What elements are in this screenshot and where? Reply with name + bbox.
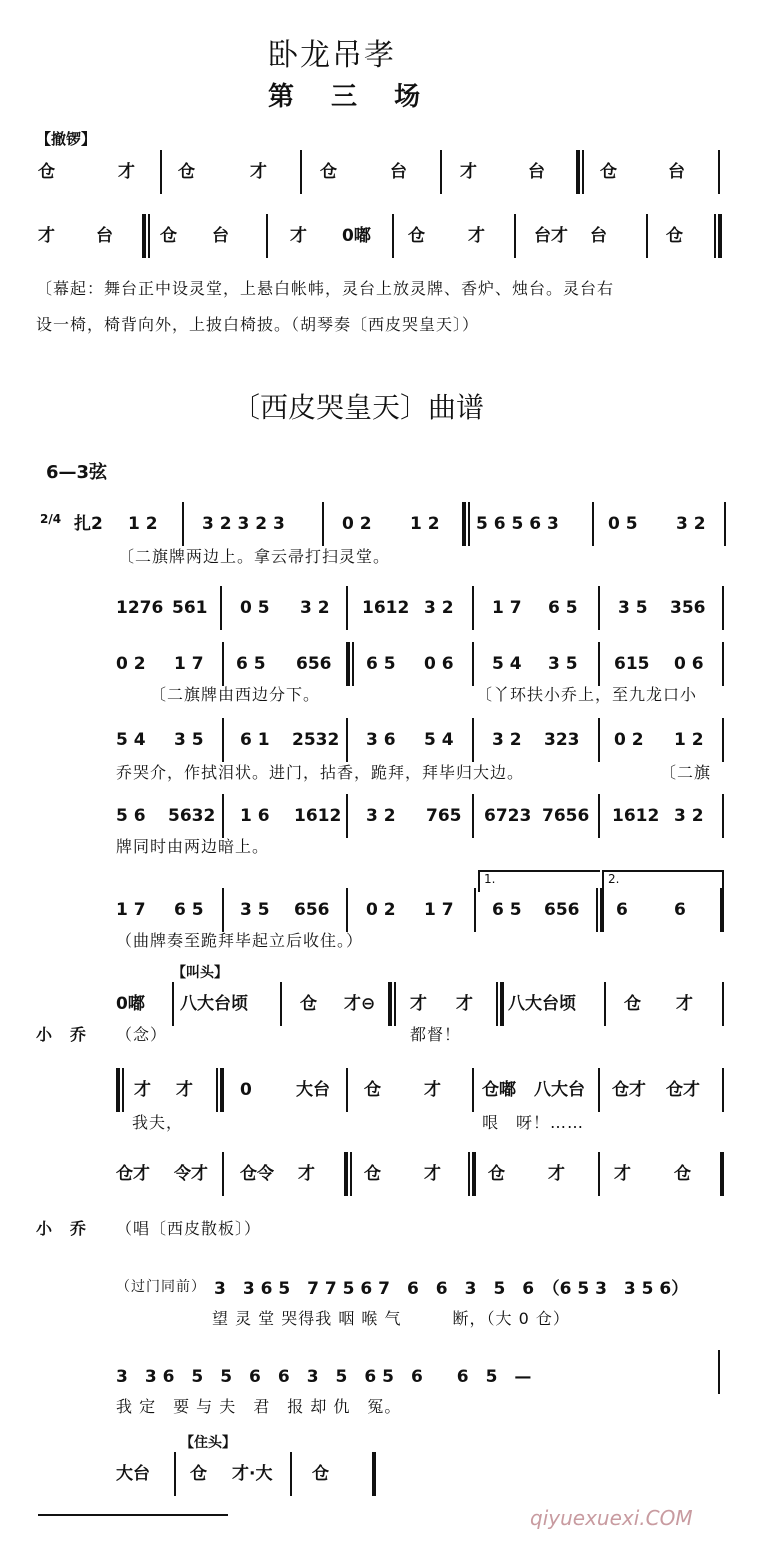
note: 0 6	[674, 654, 704, 674]
lyric-line: （念）	[116, 1025, 168, 1044]
role-name: 小 乔	[36, 1219, 88, 1238]
note: 仓	[488, 1164, 505, 1184]
note: 1 7	[424, 900, 454, 920]
page-title: 卧龙吊孝	[268, 38, 396, 73]
score-row-2	[0, 214, 760, 258]
barline	[722, 586, 724, 630]
note: 1 7	[116, 900, 146, 920]
note: 才	[176, 1080, 193, 1100]
note: 台	[96, 226, 113, 246]
barline	[222, 888, 224, 932]
note: 1276	[116, 598, 164, 618]
label-chegluo: 【撤锣】	[36, 130, 97, 148]
note: 才	[676, 994, 693, 1014]
watermark: qiyuexuexi.COM	[530, 1506, 693, 1530]
note: 765	[426, 806, 462, 826]
note: 才	[290, 226, 307, 246]
note: 才	[548, 1164, 565, 1184]
barline	[182, 502, 184, 546]
lyric-line: 〔二旗牌两边上。拿云帚打扫灵堂。	[118, 547, 391, 566]
barline	[472, 642, 474, 686]
note: 大台	[296, 1080, 330, 1100]
note: 5 4	[116, 730, 146, 750]
percussion-row-3	[0, 1152, 760, 1196]
barline	[598, 718, 600, 762]
lyric-line: 哏 呀！……	[482, 1113, 585, 1132]
note: 3 5	[548, 654, 578, 674]
scene-heading: 第 三 场	[268, 82, 435, 112]
barline	[472, 586, 474, 630]
lyric-line: 乔哭介，作拭泪状。进门，拈香，跪拜，拜毕归大边。	[116, 763, 525, 782]
final-barline	[372, 1452, 376, 1496]
barline	[598, 586, 600, 630]
percussion-row-1	[0, 982, 760, 1026]
lyric-line: 〔二旗	[660, 763, 712, 782]
note: 6 5	[174, 900, 204, 920]
repeat-sign	[466, 1152, 476, 1196]
barline	[346, 718, 348, 762]
music-row-3	[0, 642, 760, 686]
barline	[346, 586, 348, 630]
music-row-1	[0, 502, 760, 546]
lyric-line: 〔二旗牌由西边分下。	[150, 685, 321, 704]
note: 1612	[612, 806, 660, 826]
note: 1 6	[240, 806, 270, 826]
prelude-note: （过门同前）	[116, 1279, 206, 1295]
barline	[290, 1452, 292, 1496]
note: 1612	[362, 598, 410, 618]
note: 才·大	[232, 1464, 273, 1484]
note: 仓	[300, 994, 317, 1014]
note: 1 7	[174, 654, 204, 674]
note: 仓	[178, 162, 195, 182]
note: 才	[38, 226, 55, 246]
barline	[474, 888, 476, 932]
note: 5 4	[424, 730, 454, 750]
note: 6	[616, 900, 628, 920]
note: 356	[670, 598, 706, 618]
stage-direction: 〔幕起：舞台正中设灵堂，上悬白帐帏，灵台上放灵牌、香炉、烛台。灵台右	[36, 279, 615, 298]
repeat-sign	[712, 214, 722, 258]
barline	[592, 502, 594, 546]
barline	[222, 718, 224, 762]
note: 仓	[364, 1164, 381, 1184]
barline	[722, 718, 724, 762]
note: 仓	[666, 226, 683, 246]
note: 才⊖	[344, 994, 376, 1014]
barline	[392, 214, 394, 258]
music-row-4	[0, 718, 760, 762]
note: 0 5	[608, 514, 638, 534]
note: 大台	[116, 1464, 150, 1484]
note: 才	[468, 226, 485, 246]
note: 3 2	[300, 598, 330, 618]
barline	[598, 794, 600, 838]
note: 0	[240, 1080, 252, 1100]
note: 656	[544, 900, 580, 920]
barline	[472, 1068, 474, 1112]
lyric-line: 望 灵 堂 哭得我 咽 喉 气 断，（大 0 仓）	[212, 1309, 570, 1328]
note: 3 5	[174, 730, 204, 750]
note: 扎2	[74, 514, 103, 534]
barline	[174, 1452, 176, 1496]
note: 5632	[168, 806, 216, 826]
note: 0 2	[614, 730, 644, 750]
barline	[722, 794, 724, 838]
barline	[722, 1068, 724, 1112]
note: 5 6	[116, 806, 146, 826]
repeat-sign	[346, 642, 356, 686]
barline	[222, 794, 224, 838]
barline	[220, 586, 222, 630]
repeat-sign	[142, 214, 152, 258]
ending-label: 2.	[608, 872, 620, 886]
singing-direction: （唱〔西皮散板〕）	[116, 1219, 262, 1238]
note: 0 2	[366, 900, 396, 920]
note: 0 5	[240, 598, 270, 618]
barline	[346, 794, 348, 838]
ending-label: 1.	[484, 872, 496, 886]
note: 6723	[484, 806, 532, 826]
note: 仓令	[240, 1164, 274, 1184]
note: 3 5	[618, 598, 648, 618]
note: 台	[668, 162, 685, 182]
barline	[160, 150, 162, 194]
note: 6	[674, 900, 686, 920]
time-signature: 2/4	[40, 512, 62, 526]
repeat-sign	[344, 1152, 354, 1196]
melody-line: 3 3 6 5 7 7 5 6 7 6 6 3 5 6 （6 5 3 3 5 6）	[214, 1279, 689, 1299]
note: 6 1	[240, 730, 270, 750]
note: 仓	[160, 226, 177, 246]
music-row-2	[0, 586, 760, 630]
final-barline	[720, 1152, 724, 1196]
note: 3 6	[366, 730, 396, 750]
note: 仓	[600, 162, 617, 182]
repeat-sign	[388, 982, 398, 1026]
barline	[346, 888, 348, 932]
note: 3 2	[492, 730, 522, 750]
note: 才	[250, 162, 267, 182]
key-signature: 6—3弦	[46, 462, 108, 483]
barline	[440, 150, 442, 194]
note: 0 6	[424, 654, 454, 674]
barline	[724, 502, 726, 546]
repeat-sign	[462, 502, 472, 546]
note: 3 2	[366, 806, 396, 826]
note: 1 2	[674, 730, 704, 750]
section-title: 〔西皮哭皇天〕曲谱	[232, 391, 485, 424]
note: 7656	[542, 806, 590, 826]
note: 才	[298, 1164, 315, 1184]
barline	[604, 982, 606, 1026]
repeat-sign	[594, 888, 604, 932]
note: 仓嘟	[482, 1080, 516, 1100]
note: 0 2	[116, 654, 146, 674]
barline	[598, 642, 600, 686]
note: 台	[212, 226, 229, 246]
note: 2532	[292, 730, 340, 750]
note: 仓	[408, 226, 425, 246]
note: 仓	[624, 994, 641, 1014]
note: 才	[460, 162, 477, 182]
note: 1 7	[492, 598, 522, 618]
barline	[718, 1350, 720, 1394]
role-name: 小 乔	[36, 1025, 88, 1044]
note: 1 2	[128, 514, 158, 534]
note: 5 6 5 6 3	[476, 514, 559, 534]
note: 323	[544, 730, 580, 750]
note: 3 2	[676, 514, 706, 534]
note: 才	[134, 1080, 151, 1100]
note: 仓	[320, 162, 337, 182]
note: 仓	[38, 162, 55, 182]
note: 才	[424, 1164, 441, 1184]
note: 1612	[294, 806, 342, 826]
lyric-line: 〔丫环扶小乔上，至九龙口小	[476, 685, 698, 704]
note: 令才	[174, 1164, 208, 1184]
lyric-line: 我夫，	[132, 1113, 184, 1132]
lyric-line: 都督！	[410, 1025, 462, 1044]
barline	[718, 150, 720, 194]
note: 6 5	[366, 654, 396, 674]
barline	[598, 1152, 600, 1196]
note: 1 2	[410, 514, 440, 534]
note: 仓才	[116, 1164, 150, 1184]
music-row-6	[0, 888, 760, 932]
note: 615	[614, 654, 650, 674]
barline	[514, 214, 516, 258]
note: 仓	[364, 1080, 381, 1100]
lyric-line: 我 定 要 与 夫 君 报 却 仇 冤。	[116, 1397, 402, 1416]
note: 仓	[312, 1464, 329, 1484]
barline	[222, 1152, 224, 1196]
repeat-sign	[214, 1068, 224, 1112]
note: 0嘟	[342, 226, 371, 246]
barline	[722, 642, 724, 686]
note: 0 2	[342, 514, 372, 534]
note: 台	[528, 162, 545, 182]
barline	[722, 982, 724, 1026]
note: 八大台顷	[508, 994, 576, 1014]
barline	[266, 214, 268, 258]
barline	[598, 1068, 600, 1112]
note: 0嘟	[116, 994, 145, 1014]
note: 656	[294, 900, 330, 920]
lyric-line: 牌同时由两边暗上。	[116, 837, 270, 856]
score-row-1	[0, 150, 760, 194]
percussion-row-2	[0, 1068, 760, 1112]
lyric-line: （曲牌奏至跪拜毕起立后收住。）	[116, 931, 364, 950]
note: 6 5	[236, 654, 266, 674]
melody-line: 3 3 6 5 5 6 6 3 5 6 5 6 6 5 —	[116, 1367, 532, 1387]
barline	[280, 982, 282, 1026]
footnote-rule	[38, 1514, 228, 1516]
barline	[300, 150, 302, 194]
note: 仓	[190, 1464, 207, 1484]
repeat-sign	[116, 1068, 126, 1112]
note: 656	[296, 654, 332, 674]
barline	[472, 794, 474, 838]
label-zhutou: 【住头】	[180, 1435, 236, 1451]
barline	[646, 214, 648, 258]
stage-direction: 设一椅，椅背向外，上披白椅披。（胡琴奏〔西皮哭皇天〕）	[36, 315, 480, 334]
percussion-row-4	[0, 1452, 760, 1496]
note: 才	[456, 994, 473, 1014]
note: 八大台顷	[180, 994, 248, 1014]
barline	[346, 1068, 348, 1112]
note: 6 5	[548, 598, 578, 618]
repeat-sign	[494, 982, 504, 1026]
note: 6 5	[492, 900, 522, 920]
note: 仓	[674, 1164, 691, 1184]
note: 仓才	[666, 1080, 700, 1100]
note: 台	[590, 226, 607, 246]
music-row-5	[0, 794, 760, 838]
note: 3 5	[240, 900, 270, 920]
note: 561	[172, 598, 208, 618]
note: 台才	[534, 226, 568, 246]
note: 八大台	[534, 1080, 585, 1100]
barline	[472, 718, 474, 762]
note: 5 4	[492, 654, 522, 674]
barline	[222, 642, 224, 686]
final-barline	[720, 888, 724, 932]
repeat-sign	[576, 150, 586, 194]
note: 3 2	[424, 598, 454, 618]
note: 台	[390, 162, 407, 182]
note: 才	[614, 1164, 631, 1184]
note: 才	[410, 994, 427, 1014]
note: 仓才	[612, 1080, 646, 1100]
note: 3 2	[674, 806, 704, 826]
note: 3 2 3 2 3	[202, 514, 285, 534]
note: 才	[424, 1080, 441, 1100]
barline	[172, 982, 174, 1026]
label-jiaotou: 【叫头】	[172, 965, 228, 981]
barline	[322, 502, 324, 546]
note: 才	[118, 162, 135, 182]
